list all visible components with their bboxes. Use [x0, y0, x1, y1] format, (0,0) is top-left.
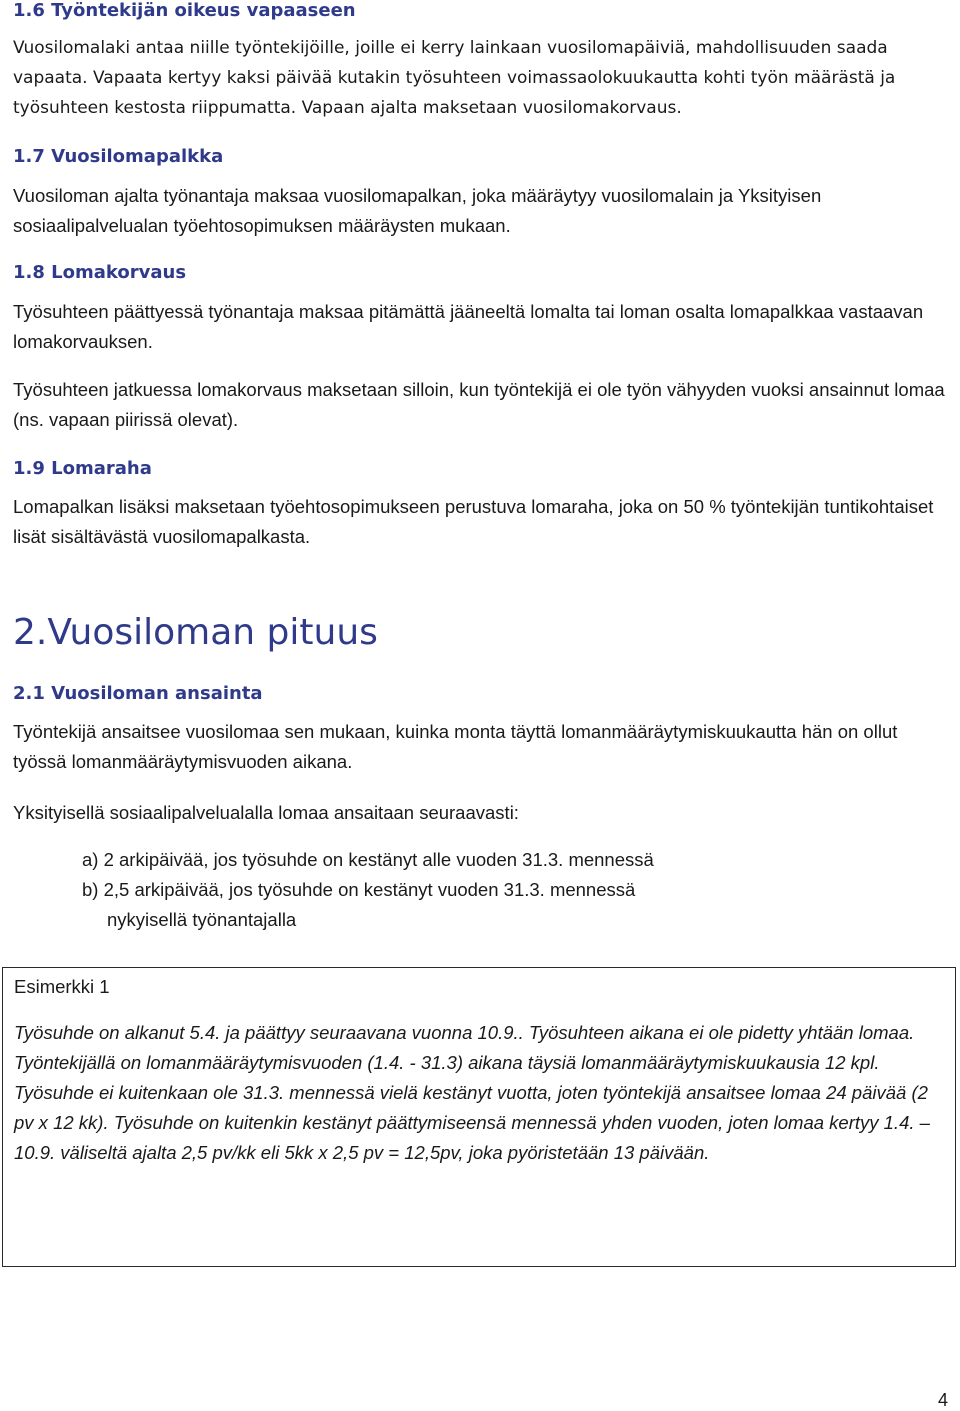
example-box — [2, 967, 956, 1267]
paragraph-1-9: Lomapalkan lisäksi maksetaan työehtosopimukseen perustuva lomaraha, joka on 50 % työntekijän tuntikohtaiset lisät sisältävästä vuosilomapalkasta. — [13, 496, 934, 547]
section-heading-2-1: 2.1 Vuosiloman ansainta — [13, 683, 263, 704]
chapter-title: 2.Vuosiloman pituus — [13, 612, 378, 653]
paragraph-2-1-a: Työntekijä ansaitsee vuosilomaa sen mukaan, kuinka monta täyttä lomanmääräytymiskuukautta hän on ollut työssä lomanmääräytymisvuoden aikana. — [13, 721, 898, 772]
paragraph-1-7: Vuosiloman ajalta työnantaja maksaa vuosilomapalkan, joka määräytyy vuosilomalain ja Yksityisen sosiaalipalvelualan työehtosopimuksen määräysten mukaan. — [13, 185, 822, 236]
paragraph-1-6: Vuosilomalaki antaa niille työntekijöille, joille ei kerry lainkaan vuosilomapäiviä, mahdollisuuden saada vapaata. Vapaata kertyy kaksi päivää kutakin työsuhteen voimassaolokuukautta kohti työn määrästä ja työsuhteen kestosta riippumatta. Vapaan ajalta maksetaan vuosilomakorvaus. — [13, 38, 896, 118]
section-heading-1-7: 1.7 Vuosilomapalkka — [13, 146, 224, 167]
section-heading-1-9: 1.9 Lomaraha — [13, 458, 152, 479]
list-item-a: a) 2 arkipäivää, jos työsuhde on kestänyt alle vuoden 31.3. mennessä — [82, 849, 654, 870]
example-text: Työsuhde on alkanut 5.4. ja päättyy seuraavana vuonna 10.9.. Työsuhteen aikana ei ole pidetty yhtään lomaa. Työntekijällä on lomanmääräytymisvuoden (1.4. - 31.3) aikana täysiä lomanmääräytymiskuukausia 12 kpl. Työsuhde ei kuitenkaan ole 31.3. mennessä vielä kestänyt vuotta, joten työntekijä ansaitsee lomaa 24 päivää (2 pv x 12 kk). Työsuhde on kuitenkin kestänyt päättymiseensä mennessä yhden vuoden, joten lomaa kertyy 1.4. – 10.9. väliseltä ajalta 2,5 pv/kk eli 5kk x 2,5 pv = 12,5pv, joka pyöristetään 13 päivään. — [14, 1022, 930, 1163]
paragraph-1-8-b: Työsuhteen jatkuessa lomakorvaus maksetaan silloin, kun työntekijä ei ole työn vähyyden vuoksi ansainnut lomaa (ns. vapaan piirissä olevat). — [13, 379, 945, 430]
paragraph-1-8-a: Työsuhteen päättyessä työnantaja maksaa pitämättä jääneeltä lomalta tai loman osalta lomapalkkaa vastaavan lomakorvauksen. — [13, 301, 924, 352]
section-heading-1-6: 1.6 Työntekijän oikeus vapaaseen — [13, 0, 356, 21]
section-heading-1-8: 1.8 Lomakorvaus — [13, 262, 187, 283]
example-title: Esimerkki 1 — [14, 976, 110, 997]
page-number: 4 — [937, 1390, 948, 1410]
paragraph-2-1-b: Yksityisellä sosiaalipalvelualalla lomaa ansaitaan seuraavasti: — [13, 802, 519, 823]
list-item-b: b) 2,5 arkipäivää, jos työsuhde on kestänyt vuoden 31.3. mennessä — [82, 879, 636, 900]
list-item-b-continuation: nykyisellä työnantajalla — [107, 909, 297, 930]
